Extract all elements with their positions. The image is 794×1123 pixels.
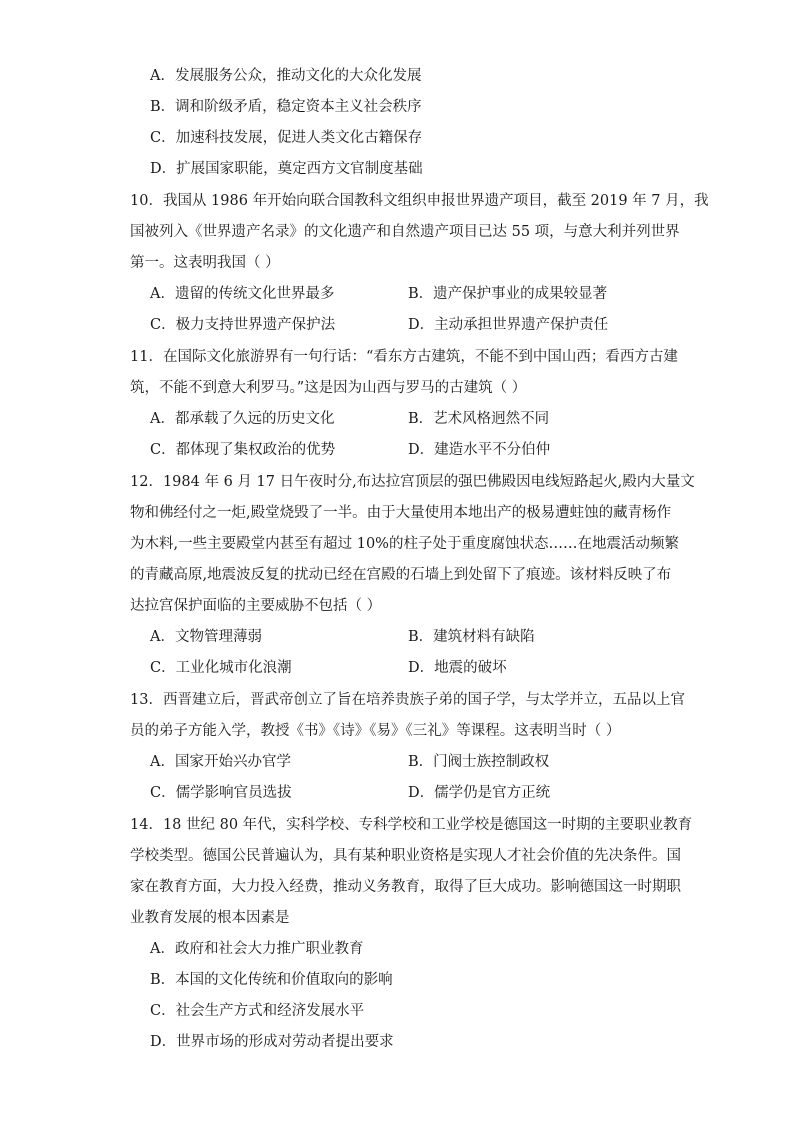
q11-option-a[interactable]: A．都承载了久远的历史文化: [150, 411, 335, 427]
q13-stem-line: 员的弟子方能入学，教授《书》《诗》《易》《三礼》等课程。这表明当时（ ）: [130, 723, 621, 739]
q10-stem-line: 10．我国从 1986 年开始向联合国教科文组织申报世界遗产项目，截至 2019 年 7 月，我: [130, 193, 709, 209]
q14-stem-line: 家在教育方面，大力投入经费，推动义务教育，取得了巨大成功。影响德国这一时期职: [130, 879, 681, 895]
q12-stem-line: 12．1984 年 6 月 17 日午夜时分,布达拉宫顶层的强巴佛殿因电线短路起火,殿内大量文: [130, 474, 695, 490]
q10-option-d[interactable]: D．主动承担世界遗产保护责任: [408, 317, 609, 333]
q10-stem-line: 国被列入《世界遗产名录》的文化遗产和自然遗产项目已达 55 项，与意大利并列世界: [130, 224, 680, 240]
q13-stem-line: 13．西晋建立后，晋武帝创立了旨在培养贵族子弟的国子学，与太学并立，五品以上官: [130, 692, 685, 708]
q11-stem-line: 筑，不能不到意大利罗马。”这是因为山西与罗马的古建筑（ ）: [130, 380, 527, 396]
q14-stem-line: 14．18 世纪 80 年代，实科学校、专科学校和工业学校是德国这一时期的主要职业教育: [130, 817, 693, 833]
q9-option-b[interactable]: B．调和阶级矛盾，稳定资本主义社会秩序: [150, 99, 422, 115]
q10-stem-line: 第一。这表明我国（ ）: [130, 255, 280, 271]
q11-option-d[interactable]: D．建造水平不分伯仲: [408, 442, 551, 458]
q10-option-c[interactable]: C．极力支持世界遗产保护法: [150, 317, 336, 333]
q13-option-b[interactable]: B．门阀士族控制政权: [408, 754, 550, 770]
q14-stem-line: 学校类型。德国公民普遍认为，具有某种职业资格是实现人才社会价值的先决条件。国: [130, 848, 681, 864]
q9-option-a[interactable]: A．发展服务公众，推动文化的大众化发展: [150, 68, 422, 84]
q11-option-c[interactable]: C．都体现了集权政治的优势: [150, 442, 336, 458]
q14-option-b[interactable]: B．本国的文化传统和价值取向的影响: [150, 972, 393, 988]
q12-stem-line: 达拉宫保护面临的主要威胁不包括（ ）: [130, 598, 382, 614]
q11-stem-line: 11．在国际文化旅游界有一句行话：“看东方古建筑，不能不到中国山西；看西方古建: [130, 349, 678, 365]
q12-option-a[interactable]: A．文物管理薄弱: [150, 629, 262, 645]
q9-option-d[interactable]: D．扩展国家职能，奠定西方文官制度基础: [150, 161, 423, 177]
q10-option-a[interactable]: A．遗留的传统文化世界最多: [150, 286, 335, 302]
q12-option-c[interactable]: C．工业化城市化浪潮: [150, 660, 292, 676]
q9-option-c[interactable]: C．加速科技发展，促进人类文化古籍保存: [150, 130, 423, 146]
q13-option-c[interactable]: C．儒学影响官员选拔: [150, 785, 292, 801]
q14-stem-line: 业教育发展的根本因素是: [130, 910, 290, 926]
q12-stem-line: 物和佛经付之一炬,殿堂烧毁了一半。由于大量使用本地出产的极易遭蛀蚀的藏青杨作: [130, 505, 672, 521]
q14-option-d[interactable]: D．世界市场的形成对劳动者提出要求: [150, 1034, 394, 1050]
q12-stem-line: 为木料,一些主要殿堂内甚至有超过 10%的柱子处于重度腐蚀状态……在地震活动频繁: [130, 536, 679, 552]
q14-option-c[interactable]: C．社会生产方式和经济发展水平: [150, 1003, 365, 1019]
q13-option-a[interactable]: A．国家开始兴办官学: [150, 754, 291, 770]
q12-stem-line: 的青藏高原,地震波反复的扰动已经在宫殿的石墙上到处留下了痕迹。该材料反映了布: [130, 567, 672, 583]
q13-option-d[interactable]: D．儒学仍是官方正统: [408, 785, 551, 801]
q12-option-b[interactable]: B．建筑材料有缺陷: [408, 629, 535, 645]
q12-option-d[interactable]: D．地震的破坏: [408, 660, 507, 676]
q10-option-b[interactable]: B．遗产保护事业的成果较显著: [408, 286, 608, 302]
q14-option-a[interactable]: A．政府和社会大力推广职业教育: [150, 941, 364, 957]
q11-option-b[interactable]: B．艺术风格迥然不同: [408, 411, 550, 427]
